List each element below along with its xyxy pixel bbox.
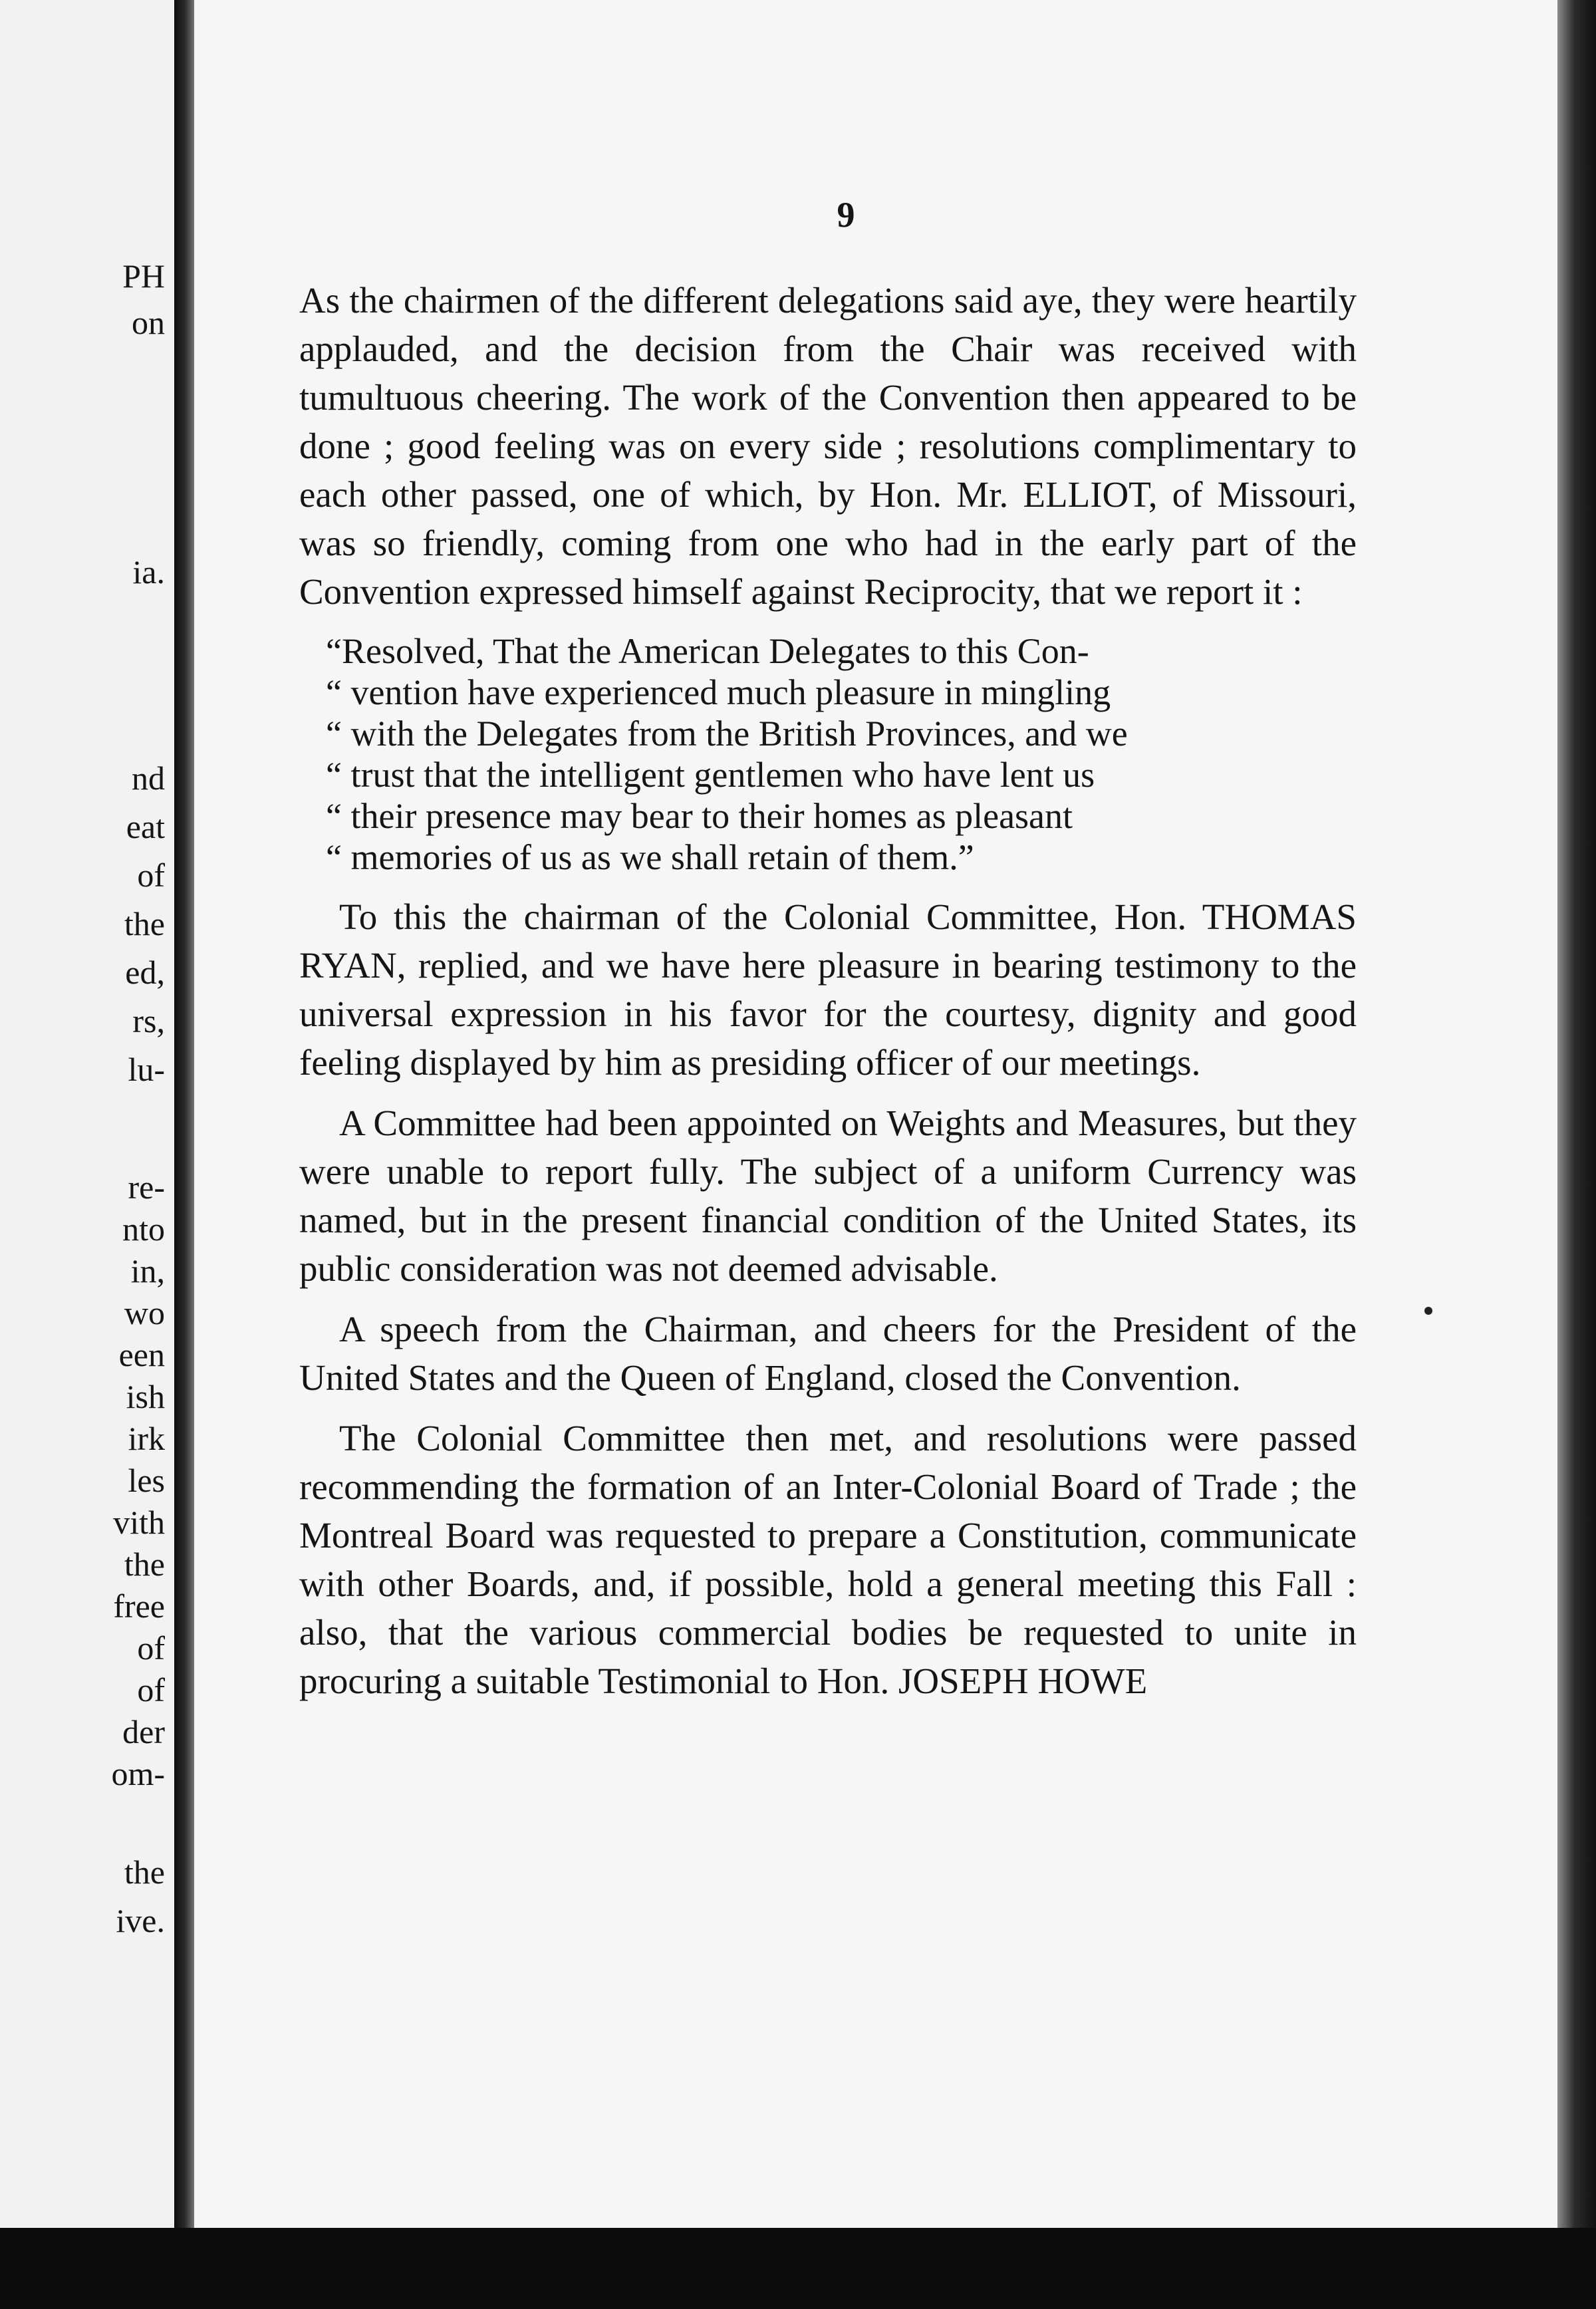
left-page-fragment: on [132,304,165,341]
ink-speck [1424,1307,1432,1315]
left-page-fragment: rs, [132,1002,165,1039]
resolution-quote [299,630,1357,878]
page-number: 9 [837,195,855,235]
left-page-fragment: nd [132,759,165,797]
left-page-fragment: ed, [125,954,165,991]
left-page-fragment: ive. [116,1902,165,1939]
left-page-fragment: wo [124,1294,165,1331]
left-page-fragment: irk [128,1420,165,1457]
text-column [299,276,1357,1705]
book-gutter [174,0,194,2228]
paragraph-weights-measures: A Committee had been appointed on Weights and Measures, but they were unable to report fully. The subject of a uniform Currency was named, but in the present financial condition of the United States, its public consideration was not deemed advisable. [299,1103,1357,1289]
left-page-fragment: lu- [128,1051,165,1088]
paragraph-speech: A speech from the Chairman, and cheers for the President of the United States and the Queen of England, closed the Convention. [299,1309,1357,1398]
paragraph-chairmen: As the chairmen of the different delegations said aye, they were heartily applauded, and the decision from the Chair was received with tumultuous cheering. The work of the Convention then appeared to be done ; good feeling was on every side ; resolutions complimentary to each other passed, one of which, by Hon. Mr. ELLIOT, of Missouri, was so friendly, coming from one who had in the early part of the Convention expressed himself against Reciprocity, that we report it : [299,280,1357,612]
left-page-fragment: vith [113,1504,165,1541]
left-page-fragment: free [113,1587,165,1625]
paragraph-reply: To this the chairman of the Colonial Committee, Hon. THOMAS RYAN, replied, and we have here pleasure in bearing testimony to the universal expression in his favor for the courtesy, dignity and good feeling displayed by him as presiding officer of our meetings. [299,896,1357,1083]
left-page-fragment: der [122,1713,165,1750]
left-page-fragment: een [118,1336,165,1373]
left-page-fragment: the [124,905,165,942]
left-page-fragment: in, [130,1252,165,1290]
left-page-fragment: nto [122,1210,165,1248]
scan-bottom-border [0,2228,1596,2309]
page [194,0,1557,2228]
quote-line: “ with the Delegates from the British Provinces, and we [326,714,1128,753]
left-page-fragment: re- [128,1168,165,1206]
left-page-fragment: eat [126,808,165,845]
left-page-fragment: of [137,857,165,894]
left-page-fragment: the [124,1853,165,1891]
left-page-fragment: of [137,1671,165,1708]
left-page-fragment: ia. [132,553,165,591]
left-page-fragment: ish [126,1378,165,1415]
paragraph-colonial-committee: The Colonial Committee then met, and resolutions were passed recommending the formation of an Inter-Colonial Board of Trade ; the Montreal Board was requested to prepare a Constitution, communicate with other Boards, and, if possible, hold a general meeting this Fall : also, that the various commercial bodies be requested to unite in procuring a suitable Testimonial to Hon. JOSEPH HOWE [299,1418,1357,1701]
left-page-fragment: the [124,1546,165,1583]
left-page-fragment: les [128,1462,165,1499]
quote-line: “ memories of us as we shall retain of them.” [326,837,974,877]
page-edge-right [1557,0,1596,2228]
quote-line: “ trust that the intelligent gentlemen who have lent us [326,755,1095,795]
left-page-fragment: om- [111,1755,165,1792]
left-page-fragment: PH [122,257,165,295]
quote-line: “ their presence may bear to their homes as pleasant [326,796,1073,836]
quote-line: “Resolved, That the American Delegates to this Con- [326,631,1089,671]
left-page-edge [0,0,174,2309]
left-page-fragment: of [137,1629,165,1667]
quote-line: “ vention have experienced much pleasure in mingling [326,672,1111,712]
